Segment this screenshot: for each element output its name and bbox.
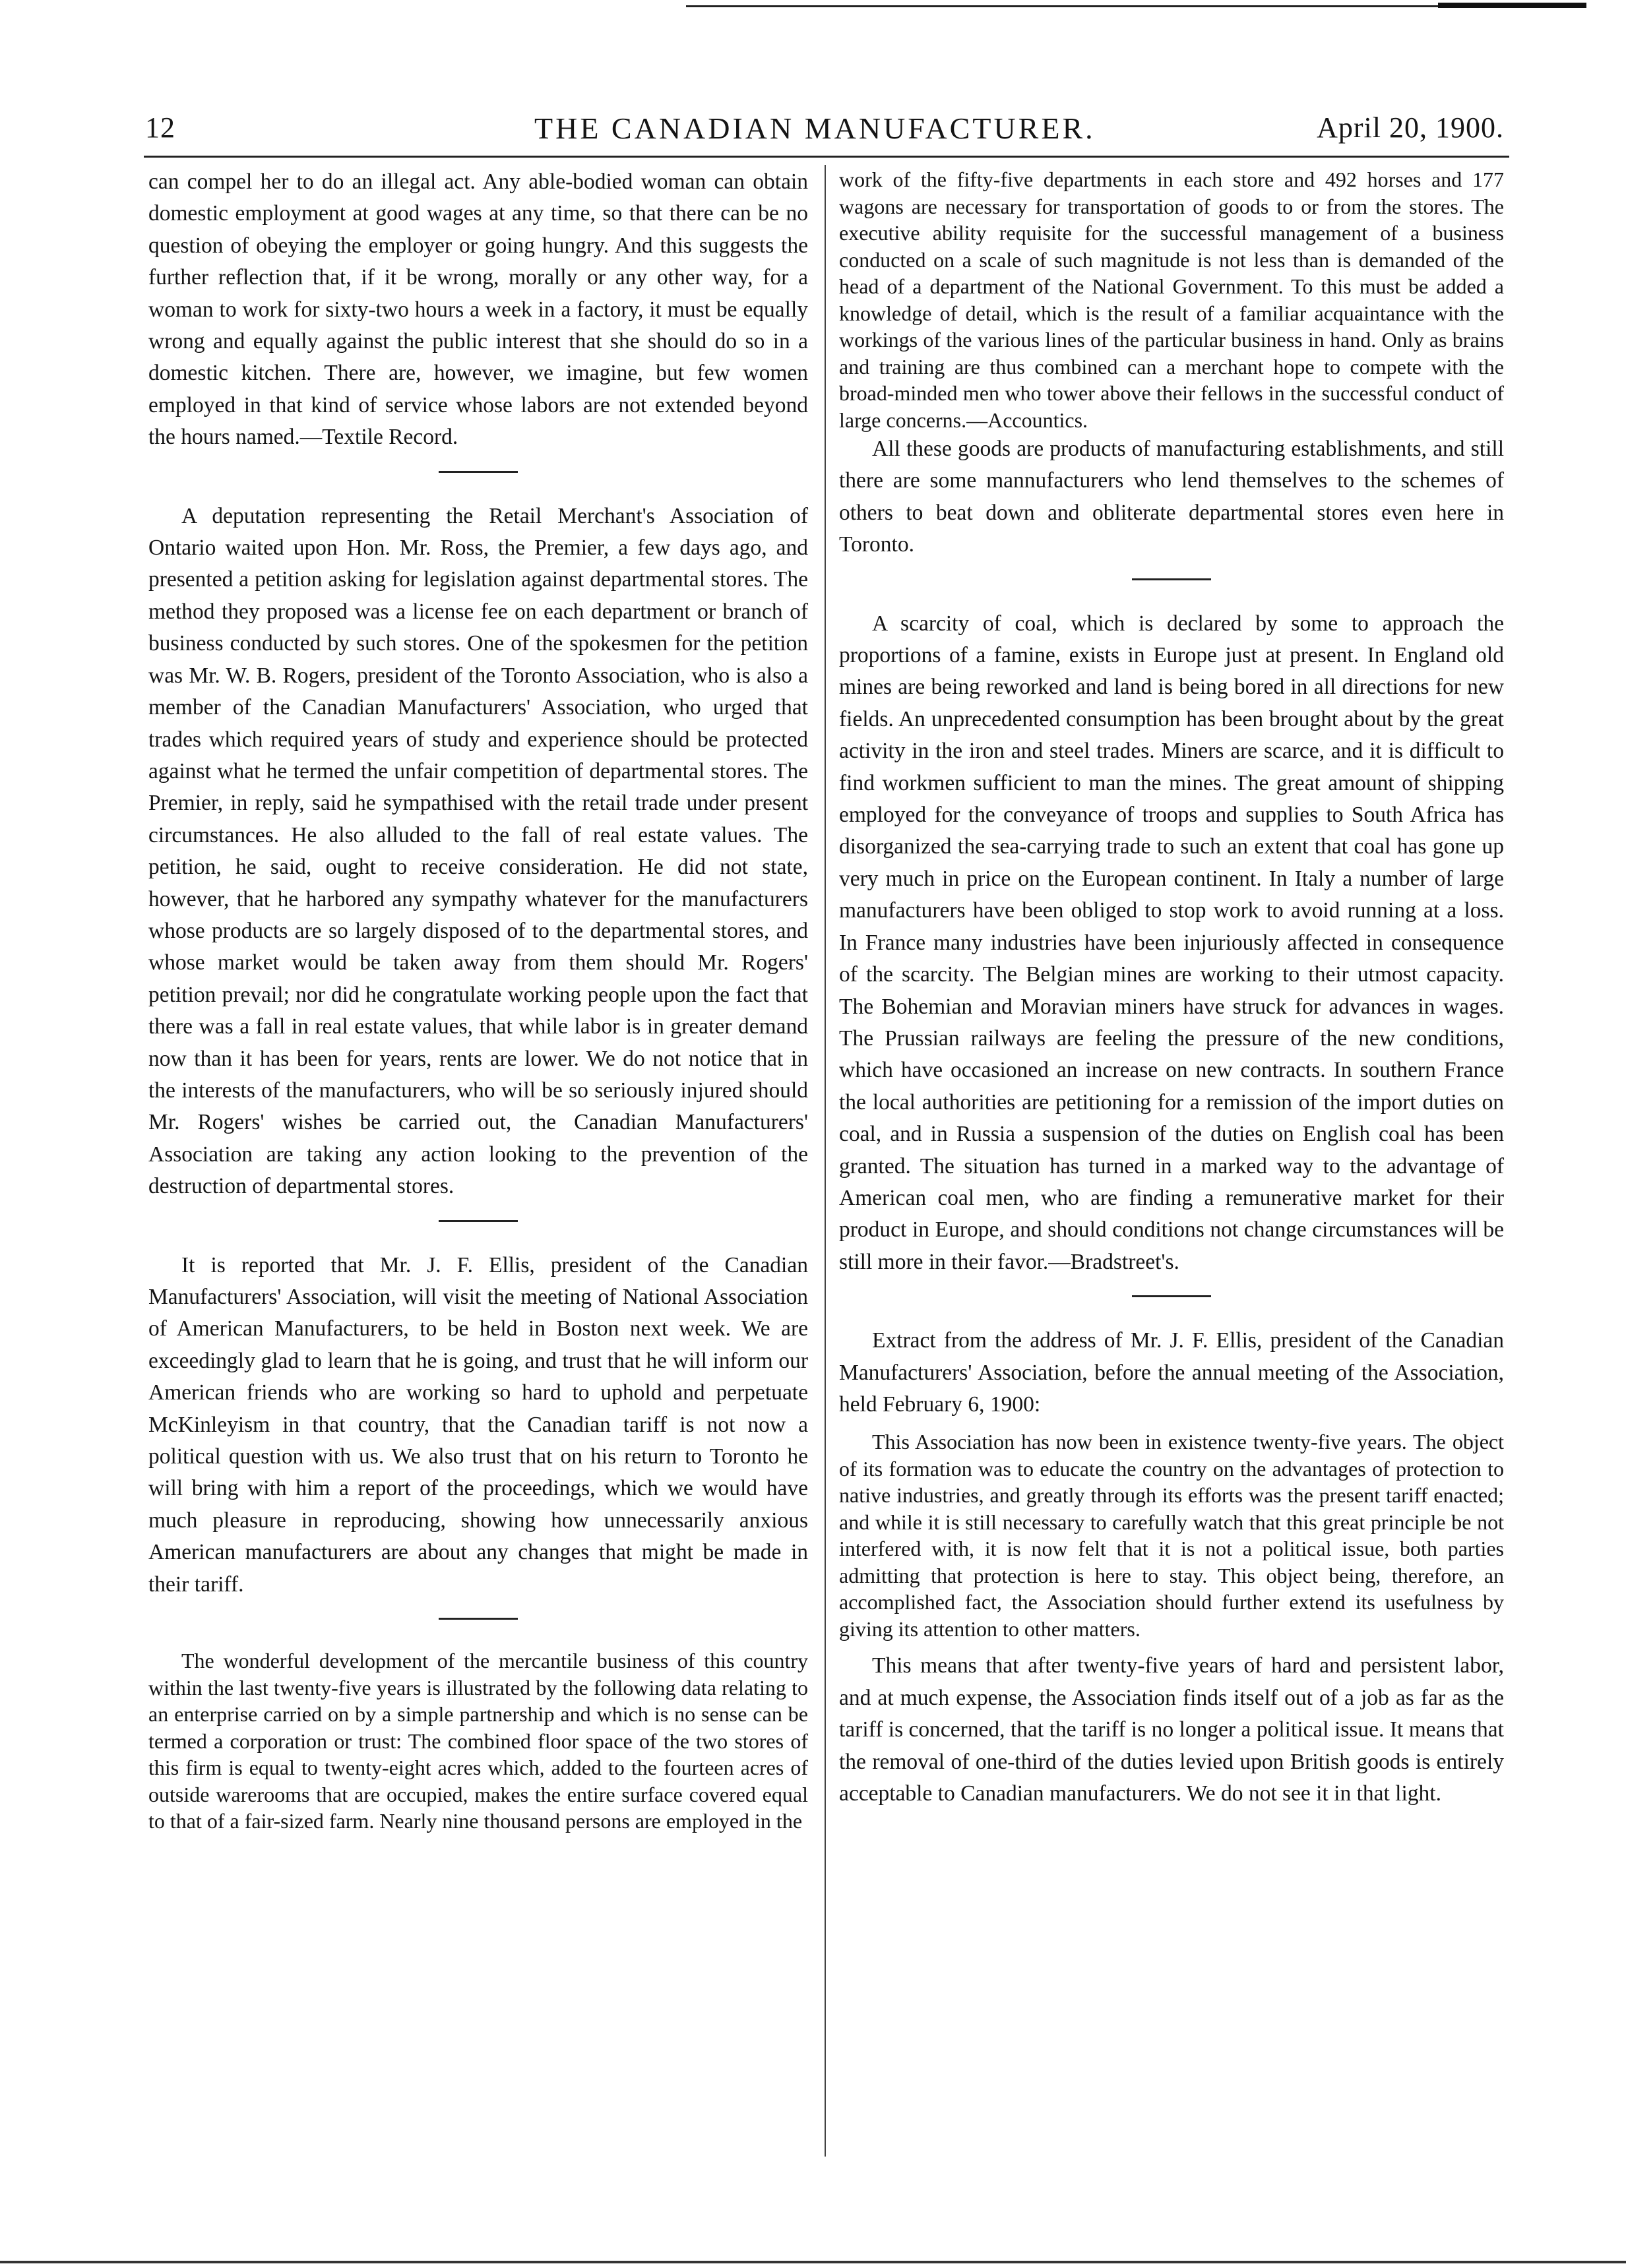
header-rule [144,156,1509,158]
column-divider [825,165,826,2157]
page-number: 12 [145,111,175,144]
article-paragraph: The wonderful development of the mercantile business of this country within the last twenty-five years is illustrated by the following data relating to an enterprise carried on by a simple partnership and which is no sense can be termed a corporation or trust: The combined floor space of the two stores of this firm is equal to twenty-eight acres which, added to the fourteen acres of outside warerooms that are occupied, makes the entire surface covered equal to that of a fair-sized farm. Nearly nine thousand persons are employed in the [148,1649,808,1833]
section-separator [439,1618,518,1620]
paragraph-gap [839,1642,1504,1650]
article-paragraph: This means that after twenty-five years of hard and persistent labor, and at much expense, the Association finds itself out of a job as far as the tariff is concerned, that the tariff is no longer a political issue. It means that the removal of one-third of the duties levied upon British goods is entirely acceptable to Canadian manufacturers. We do not see it in that light. [839,1653,1504,1806]
right-column [839,166,1504,1810]
section-separator [1132,578,1211,580]
bottom-edge-rule [0,2261,1626,2263]
article-paragraph: can compel her to do an illegal act. Any able-bodied woman can obtain domestic employment at good wages at any time, so that there can be no question of obeying the employer or going hungry. And this suggests the further reflection that, if it be wrong, morally or any other way, for a woman to work for sixty-two hours a week in a factory, it must be equally wrong and equally against the public interest that she should do so in a domestic kitchen. There are, however, we imagine, but few women employed in that kind of service whose labors are not extended beyond the hours named.—Textile Record. [148,169,808,450]
section-separator [439,1220,518,1222]
page-header [145,111,1504,150]
section-separator [1132,1295,1211,1297]
left-column [148,166,808,1835]
article-paragraph: Extract from the address of Mr. J. F. Ellis, president of the Canadian Manufacturers' Association, before the annual meeting of the Association, held February 6, 1900: [839,1328,1504,1417]
section-separator [439,471,518,473]
article-paragraph: A scarcity of coal, which is declared by some to approach the proportions of a famine, exists in Europe just at present. In England old mines are being reworked and land is being bored in all directions for new fields. An unprecedented consumption has been brought about by the great activity in the iron and steel trades. Miners are scarce, and it is difficult to find workmen sufficient to man the mines. The great amount of shipping employed for the conveyance of troops and supplies to South Africa has disorganized the sea-carrying trade to such an extent that coal has gone up very much in price on the European continent. In Italy a number of large manufacturers have been obliged to stop work to avoid running at a loss. In France many industries have been injuriously affected in consequence of the scarcity. The Belgian mines are working to their utmost capacity. The Bohemian and Moravian miners have struck for advances in wages. The Prussian railways are feeling the pressure of the new conditions, which have occasioned an increase on new contracts. In southern France the local authorities are petitioning for a remission of the import duties on coal, and in Russia a suspension of the duties on English coal has been granted. The situation has turned in a marked way to the advantage of American coal men, who are finding a remunerative market for their product in Europe, and should conditions not change circumstances will be still more in their favor.—Bradstreet's. [839,611,1504,1274]
article-paragraph: It is reported that Mr. J. F. Ellis, president of the Canadian Manufacturers' Association, will visit the meeting of National Association of American Manufacturers, to be held in Boston next week. We are exceedingly glad to learn that he is going, and trust that he will inform our American friends who are working so hard to uphold and perpetuate McKinleyism in that country, that the Canadian tariff is not now a political question with us. We also trust that on his return to Toronto he will bring with him a report of the proceedings, which we would have much pleasure in reproducing, showing how unnecessarily anxious American manufacturers are about any changes that might be made in their tariff. [148,1252,808,1597]
issue-date: April 20, 1900. [1317,111,1504,144]
top-edge-heavy-rule [1438,3,1586,8]
publication-title: THE CANADIAN MANUFACTURER. [534,111,1096,145]
article-paragraph: A deputation representing the Retail Merchant's Association of Ontario waited upon Hon. Mr. Ross, the Premier, a few days ago, and presented a petition asking for legislation against departmental stores. The method they proposed was a license fee on each department or branch of business conducted by such stores. One of the spokesmen for the petition was Mr. W. B. Rogers, president of the Toronto Association, who is also a member of the Canadian Manufacturers' Association, who urged that trades which required years of study and experience should be protected against what he termed the unfair competition of departmental stores. The Premier, in reply, said he sympathised with the retail trade under present circumstances. He also alluded to the fall of real estate values. The petition, he said, ought to receive consideration. He did not state, however, that he harbored any sympathy whatever for the manufacturers whose products are so largely disposed of to the departmental stores, and whose market would be taken away from them should Mr. Rogers' petition prevail; nor did he congratulate working people upon the fact that there was a fall in real estate values, that while labor is in greater demand now than it has been for years, rents are lower. We do not notice that in the interests of the manufacturers, who will be so seriously injured should Mr. Rogers' wishes be carried out, the Canadian Manufacturers' Association are taking any action looking to the prevention of the destruction of departmental stores. [148,503,808,1199]
paragraph-gap [839,1421,1504,1428]
article-paragraph: All these goods are products of manufacturing establishments, and still there are some mannufacturers who lend themselves to the schemes of others to beat down and obliterate departmental stores even here in Toronto. [839,437,1504,557]
article-paragraph: work of the fifty-five departments in each store and 492 horses and 177 wagons are necessary for transportation of goods to or from the stores. The executive ability requisite for the successful management of a business conducted on a scale of such magnitude is not less than is demanded of the head of a department of the National Government. To this must be added a knowledge of detail, which is the result of a familiar acquaintance with the workings of the various lines of the particular business in hand. Only as brains and training are thus combined can a merchant hope to compete with the broad-minded men who tower above their fellows in the successful conduct of large concerns.—Accountics. [839,168,1504,432]
article-paragraph: This Association has now been in existence twenty-five years. The object of its formation was to educate the country on the advantages of protection to native industries, and greatly through its efforts was the present tariff enacted; and while it is still necessary to carefully watch that this great principle be not interfered with, it is now felt that it is not a political issue, both parties admitting that protection is here to stay. This object being, therefore, an accomplished fact, the Association should further extend its usefulness by giving its attention to other matters. [839,1430,1504,1641]
